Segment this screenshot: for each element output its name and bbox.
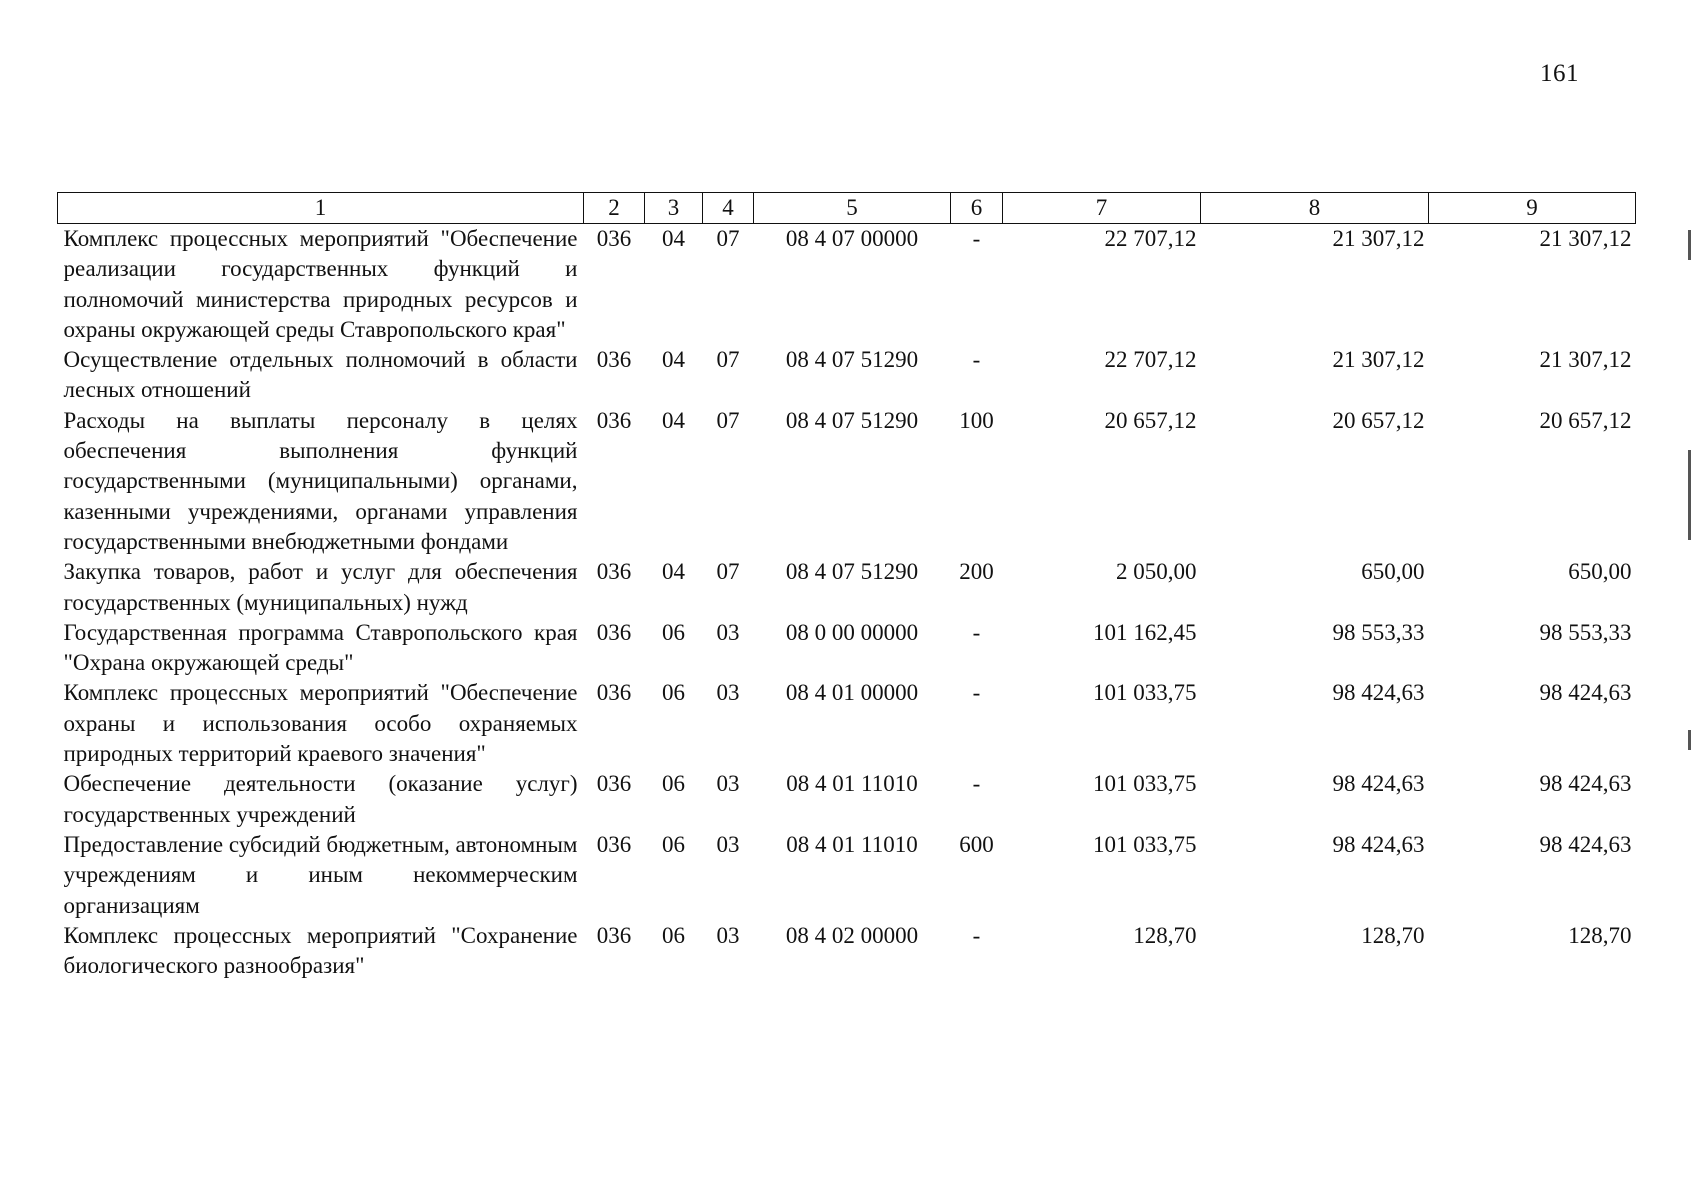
row-amount-col9: 20 657,12 [1539, 407, 1632, 433]
header-cell: 5 [754, 193, 951, 224]
header-cell: 4 [703, 193, 754, 224]
header-cell: 9 [1429, 193, 1636, 224]
row-name: Расходы на выплаты персоналу в целях обеспечения выполнения функций государственными (муниципальными) органами, казенными учреждениями, органами управления государственными внебюджетными фондами [63, 407, 578, 554]
table-row [58, 224, 1636, 346]
row-code-target: 08 4 01 00000 [785, 680, 919, 706]
row-code-expense-type: - [972, 680, 981, 706]
row-amount-col9: 128,70 [1568, 922, 1632, 948]
table-row [58, 345, 1636, 406]
row-code-subsection: 03 [716, 771, 740, 797]
table-row [58, 678, 1636, 769]
row-code-section: 04 [662, 407, 685, 433]
row-amount-col7: 2 050,00 [1116, 559, 1197, 585]
row-amount-col9: 98 424,63 [1539, 831, 1632, 857]
header-cell: 8 [1201, 193, 1429, 224]
header-row [58, 193, 1636, 224]
row-amount-col9: 650,00 [1568, 559, 1632, 585]
row-amount-col7: 22 707,12 [1104, 226, 1197, 251]
row-code-ministry: 036 [596, 922, 632, 948]
row-name: Государственная программа Ставропольского края "Охрана окружающей среды" [63, 619, 578, 676]
row-code-expense-type: - [972, 771, 981, 797]
row-name: Комплекс процессных мероприятий "Обеспечение охраны и использования особо охраняемых природных территорий краевого значения" [63, 680, 578, 767]
row-code-subsection: 07 [716, 407, 740, 433]
row-code-section: 06 [662, 619, 685, 645]
header-cell: 1 [58, 193, 584, 224]
budget-table [57, 192, 1636, 981]
row-code-subsection: 03 [716, 619, 740, 645]
header-cell: 7 [1003, 193, 1201, 224]
row-code-target: 08 4 02 00000 [785, 922, 919, 948]
row-code-subsection: 07 [716, 559, 740, 585]
row-name: Комплекс процессных мероприятий "Сохранение биологического разнообразия" [63, 922, 578, 979]
row-amount-col7: 101 033,75 [1093, 771, 1197, 797]
row-name: Осуществление отдельных полномочий в области лесных отношений [63, 347, 578, 403]
row-amount-col7: 22 707,12 [1104, 347, 1197, 373]
row-code-ministry: 036 [596, 559, 632, 585]
row-code-target: 08 0 00 00000 [785, 619, 919, 645]
row-code-subsection: 07 [716, 226, 740, 251]
row-code-target: 08 4 07 51290 [785, 407, 919, 433]
row-code-expense-type: - [972, 922, 981, 948]
row-amount-col8: 650,00 [1361, 559, 1425, 585]
row-code-target: 08 4 07 51290 [785, 347, 919, 373]
table-row [58, 557, 1636, 618]
row-amount-col8: 98 424,63 [1332, 771, 1425, 797]
table-row [58, 406, 1636, 557]
row-code-ministry: 036 [596, 226, 632, 251]
row-amount-col7: 128,70 [1133, 922, 1197, 948]
row-code-ministry: 036 [596, 831, 632, 857]
scan-edge-marks [1688, 230, 1692, 750]
row-amount-col9: 98 553,33 [1539, 619, 1632, 645]
row-code-subsection: 03 [716, 831, 740, 857]
row-code-target: 08 4 01 11010 [786, 771, 918, 797]
row-name: Закупка товаров, работ и услуг для обеспечения государственных (муниципальных) нужд [63, 559, 578, 615]
table-row [58, 769, 1636, 830]
row-amount-col7: 20 657,12 [1104, 407, 1197, 433]
row-amount-col9: 21 307,12 [1539, 347, 1632, 373]
row-amount-col9: 98 424,63 [1539, 771, 1632, 797]
row-code-expense-type: 200 [959, 559, 994, 585]
row-code-ministry: 036 [596, 347, 632, 373]
row-code-expense-type: - [972, 619, 981, 645]
row-code-section: 04 [662, 347, 685, 373]
row-code-section: 04 [662, 226, 685, 251]
row-code-ministry: 036 [596, 680, 632, 706]
row-code-subsection: 03 [716, 922, 740, 948]
row-amount-col7: 101 033,75 [1093, 831, 1197, 857]
row-code-expense-type: 100 [959, 407, 994, 433]
row-amount-col9: 98 424,63 [1539, 680, 1632, 706]
row-amount-col7: 101 162,45 [1093, 619, 1197, 645]
row-amount-col8: 98 424,63 [1332, 831, 1425, 857]
table-row [58, 618, 1636, 679]
row-code-section: 06 [662, 831, 685, 857]
row-code-section: 06 [662, 922, 685, 948]
table-row [58, 830, 1636, 921]
row-amount-col7: 101 033,75 [1093, 680, 1197, 706]
row-code-expense-type: - [972, 347, 981, 373]
row-amount-col8: 98 424,63 [1332, 680, 1425, 706]
row-code-expense-type: 600 [959, 831, 994, 857]
header-cell: 2 [584, 193, 645, 224]
row-code-target: 08 4 07 00000 [785, 226, 919, 251]
table-row [58, 921, 1636, 982]
row-amount-col8: 21 307,12 [1332, 226, 1425, 251]
row-amount-col8: 21 307,12 [1332, 347, 1425, 373]
header-cell: 3 [645, 193, 703, 224]
row-code-section: 06 [662, 680, 685, 706]
row-code-expense-type: - [972, 226, 981, 251]
row-name: Предоставление субсидий бюджетным, автономным учреждениям и иным некоммерческим организациям [63, 831, 578, 918]
row-code-ministry: 036 [596, 407, 632, 433]
row-code-subsection: 03 [716, 680, 740, 706]
row-code-ministry: 036 [596, 771, 632, 797]
row-amount-col8: 128,70 [1361, 922, 1425, 948]
row-name: Комплекс процессных мероприятий "Обеспечение реализации государственных функций и полномочий министерства природных ресурсов и охраны окружающей среды Ставропольского края" [63, 226, 578, 342]
row-code-ministry: 036 [596, 619, 632, 645]
header-cell: 6 [951, 193, 1003, 224]
row-code-target: 08 4 07 51290 [785, 559, 919, 585]
row-code-section: 04 [662, 559, 685, 585]
row-code-target: 08 4 01 11010 [786, 831, 918, 857]
row-name: Обеспечение деятельности (оказание услуг) государственных учреждений [63, 771, 578, 827]
row-amount-col8: 20 657,12 [1332, 407, 1425, 433]
row-code-section: 06 [662, 771, 685, 797]
page-number: 161 [1540, 60, 1579, 87]
row-code-subsection: 07 [716, 347, 740, 373]
row-amount-col8: 98 553,33 [1332, 619, 1425, 645]
row-amount-col9: 21 307,12 [1539, 226, 1632, 251]
